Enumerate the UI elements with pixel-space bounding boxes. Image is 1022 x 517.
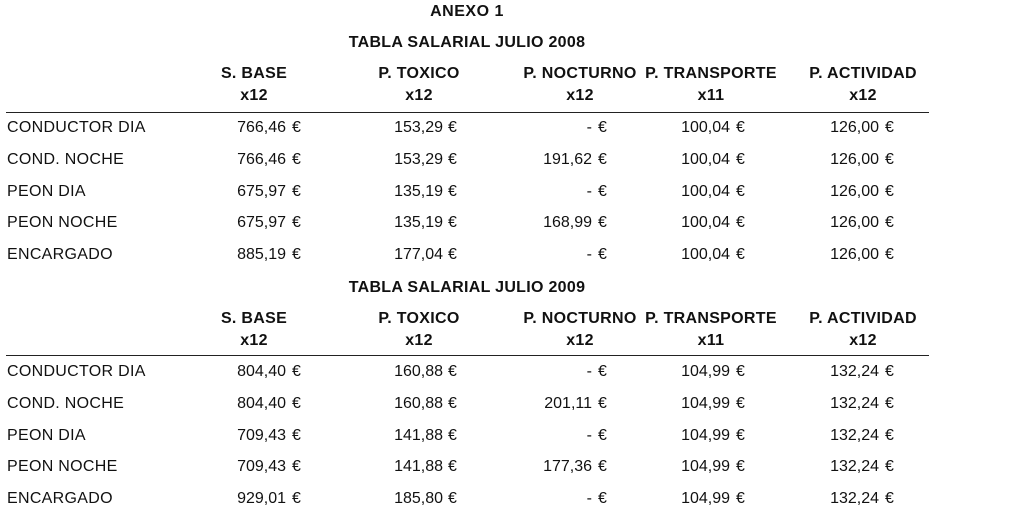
cell-value: 100,04 <box>681 150 730 168</box>
cell-value: 177,04 <box>394 246 443 264</box>
column-header-multiplier: x12 <box>849 332 877 349</box>
column-header-multiplier: x12 <box>405 332 433 349</box>
cell-value: 132,24 <box>830 426 879 444</box>
cell-value: 126,00 <box>830 182 879 200</box>
currency-symbol: € <box>598 246 607 264</box>
column-header-multiplier: x12 <box>240 332 268 349</box>
cell-value: 104,99 <box>681 363 730 380</box>
currency-symbol: € <box>885 182 894 200</box>
currency-symbol: € <box>448 214 457 232</box>
currency-symbol: € <box>448 246 457 264</box>
column-header-multiplier: x12 <box>566 332 594 349</box>
row-label: PEON DIA <box>7 182 86 200</box>
cell-value: 201,11 <box>544 394 592 412</box>
column-header-multiplier: x12 <box>566 87 594 104</box>
currency-symbol: € <box>736 150 745 168</box>
cell-value: 100,04 <box>681 246 730 264</box>
annex-title: ANEXO 1 <box>430 3 504 20</box>
currency-symbol: € <box>292 182 301 200</box>
cell-value: 675,97 <box>237 182 286 200</box>
currency-symbol: € <box>292 490 301 508</box>
currency-symbol: € <box>736 490 745 508</box>
currency-symbol: € <box>885 458 894 476</box>
row-label: CONDUCTOR DIA <box>7 119 146 136</box>
currency-symbol: € <box>885 394 894 412</box>
currency-symbol: € <box>598 394 607 412</box>
row-label: PEON NOCHE <box>7 458 118 476</box>
column-header-multiplier: x11 <box>697 87 725 104</box>
cell-value: - <box>586 182 592 200</box>
column-header <box>631 308 791 352</box>
row-label: PEON NOCHE <box>7 214 118 232</box>
column-header-multiplier: x12 <box>405 87 433 104</box>
cell-value: 135,19 <box>394 214 443 232</box>
table-row <box>0 151 934 175</box>
currency-symbol: € <box>598 214 607 232</box>
column-header <box>174 308 334 352</box>
column-header-name: P. TRANSPORTE <box>645 65 777 82</box>
table-row <box>0 427 934 451</box>
table-row <box>0 183 934 207</box>
currency-symbol: € <box>598 490 607 508</box>
currency-symbol: € <box>885 150 894 168</box>
header-divider <box>6 112 929 113</box>
cell-value: 709,43 <box>237 458 286 476</box>
cell-value: - <box>586 490 592 508</box>
column-header <box>631 63 791 107</box>
currency-symbol: € <box>598 182 607 200</box>
currency-symbol: € <box>292 394 301 412</box>
currency-symbol: € <box>736 426 745 444</box>
column-header <box>339 63 499 107</box>
cell-value: 132,24 <box>830 363 879 380</box>
cell-value: 100,04 <box>681 182 730 200</box>
table-row <box>0 458 934 482</box>
row-label: COND. NOCHE <box>7 394 125 412</box>
cell-value: 104,99 <box>681 458 730 476</box>
currency-symbol: € <box>598 119 607 136</box>
cell-value: - <box>586 246 592 264</box>
cell-value: - <box>586 119 592 136</box>
column-header-multiplier: x12 <box>849 87 877 104</box>
currency-symbol: € <box>885 363 894 380</box>
table-title: TABLA SALARIAL JULIO 2009 <box>348 279 586 296</box>
currency-symbol: € <box>885 490 894 508</box>
cell-value: 766,46 <box>237 119 286 136</box>
currency-symbol: € <box>598 458 607 476</box>
cell-value: 885,19 <box>237 246 286 264</box>
currency-symbol: € <box>448 363 457 380</box>
header-divider <box>6 355 929 356</box>
cell-value: 135,19 <box>394 182 443 200</box>
table-row <box>0 246 934 270</box>
currency-symbol: € <box>736 246 745 264</box>
cell-value: 709,43 <box>237 426 286 444</box>
column-header <box>783 308 943 352</box>
currency-symbol: € <box>448 426 457 444</box>
cell-value: 141,88 <box>394 458 443 476</box>
column-header-name: P. TRANSPORTE <box>645 310 777 327</box>
currency-symbol: € <box>736 214 745 232</box>
cell-value: 132,24 <box>830 458 879 476</box>
cell-value: 153,29 <box>394 119 443 136</box>
column-header-name: P. TOXICO <box>378 65 460 82</box>
column-header-name: P. ACTIVIDAD <box>809 310 917 327</box>
currency-symbol: € <box>736 182 745 200</box>
cell-value: 160,88 <box>394 363 443 380</box>
cell-value: 126,00 <box>830 246 879 264</box>
table-row <box>0 490 934 514</box>
column-header-name: S. BASE <box>220 310 288 327</box>
cell-value: 126,00 <box>830 119 879 136</box>
column-header-name: S. BASE <box>220 65 288 82</box>
cell-value: - <box>586 363 592 380</box>
table-title: TABLA SALARIAL JULIO 2008 <box>348 34 586 51</box>
column-header-name: P. NOCTURNO <box>523 310 637 327</box>
currency-symbol: € <box>885 214 894 232</box>
currency-symbol: € <box>598 426 607 444</box>
column-header-name: P. NOCTURNO <box>523 65 637 82</box>
cell-value: 185,80 <box>394 490 443 508</box>
cell-value: 141,88 <box>394 426 443 444</box>
currency-symbol: € <box>736 119 745 136</box>
currency-symbol: € <box>448 394 457 412</box>
column-header-name: P. TOXICO <box>378 310 460 327</box>
cell-value: 126,00 <box>830 150 879 168</box>
table-row <box>0 395 934 419</box>
currency-symbol: € <box>448 119 457 136</box>
row-label: ENCARGADO <box>7 490 113 508</box>
column-header-multiplier: x12 <box>240 87 268 104</box>
cell-value: 191,62 <box>543 150 592 168</box>
table-row <box>0 363 934 387</box>
currency-symbol: € <box>292 150 301 168</box>
currency-symbol: € <box>292 458 301 476</box>
currency-symbol: € <box>292 363 301 380</box>
column-header-name: P. ACTIVIDAD <box>809 65 917 82</box>
cell-value: 160,88 <box>394 394 443 412</box>
column-header <box>339 308 499 352</box>
currency-symbol: € <box>448 182 457 200</box>
currency-symbol: € <box>885 119 894 136</box>
row-label: COND. NOCHE <box>7 150 125 168</box>
cell-value: 804,40 <box>237 394 286 412</box>
currency-symbol: € <box>736 363 745 380</box>
currency-symbol: € <box>292 426 301 444</box>
column-header <box>174 63 334 107</box>
cell-value: 675,97 <box>237 214 286 232</box>
cell-value: 126,00 <box>830 214 879 232</box>
column-header <box>783 63 943 107</box>
cell-value: 766,46 <box>237 150 286 168</box>
currency-symbol: € <box>292 119 301 136</box>
table-row <box>0 119 934 143</box>
currency-symbol: € <box>292 214 301 232</box>
currency-symbol: € <box>885 426 894 444</box>
currency-symbol: € <box>598 150 607 168</box>
currency-symbol: € <box>885 246 894 264</box>
currency-symbol: € <box>736 458 745 476</box>
column-header-multiplier: x11 <box>697 332 725 349</box>
currency-symbol: € <box>292 246 301 264</box>
cell-value: 104,99 <box>681 394 730 412</box>
cell-value: 804,40 <box>237 363 286 380</box>
row-label: ENCARGADO <box>7 246 113 264</box>
cell-value: 153,29 <box>394 150 443 168</box>
cell-value: 168,99 <box>543 214 592 232</box>
cell-value: 132,24 <box>830 490 879 508</box>
cell-value: 104,99 <box>681 490 730 508</box>
currency-symbol: € <box>736 394 745 412</box>
cell-value: 104,99 <box>681 426 730 444</box>
row-label: CONDUCTOR DIA <box>7 363 146 380</box>
currency-symbol: € <box>598 363 607 380</box>
cell-value: 100,04 <box>681 119 730 136</box>
currency-symbol: € <box>448 490 457 508</box>
cell-value: 929,01 <box>237 490 286 508</box>
currency-symbol: € <box>448 150 457 168</box>
cell-value: 100,04 <box>681 214 730 232</box>
row-label: PEON DIA <box>7 426 86 444</box>
cell-value: 132,24 <box>830 394 879 412</box>
cell-value: - <box>586 426 592 444</box>
table-row <box>0 214 934 238</box>
currency-symbol: € <box>448 458 457 476</box>
cell-value: 177,36 <box>543 458 592 476</box>
